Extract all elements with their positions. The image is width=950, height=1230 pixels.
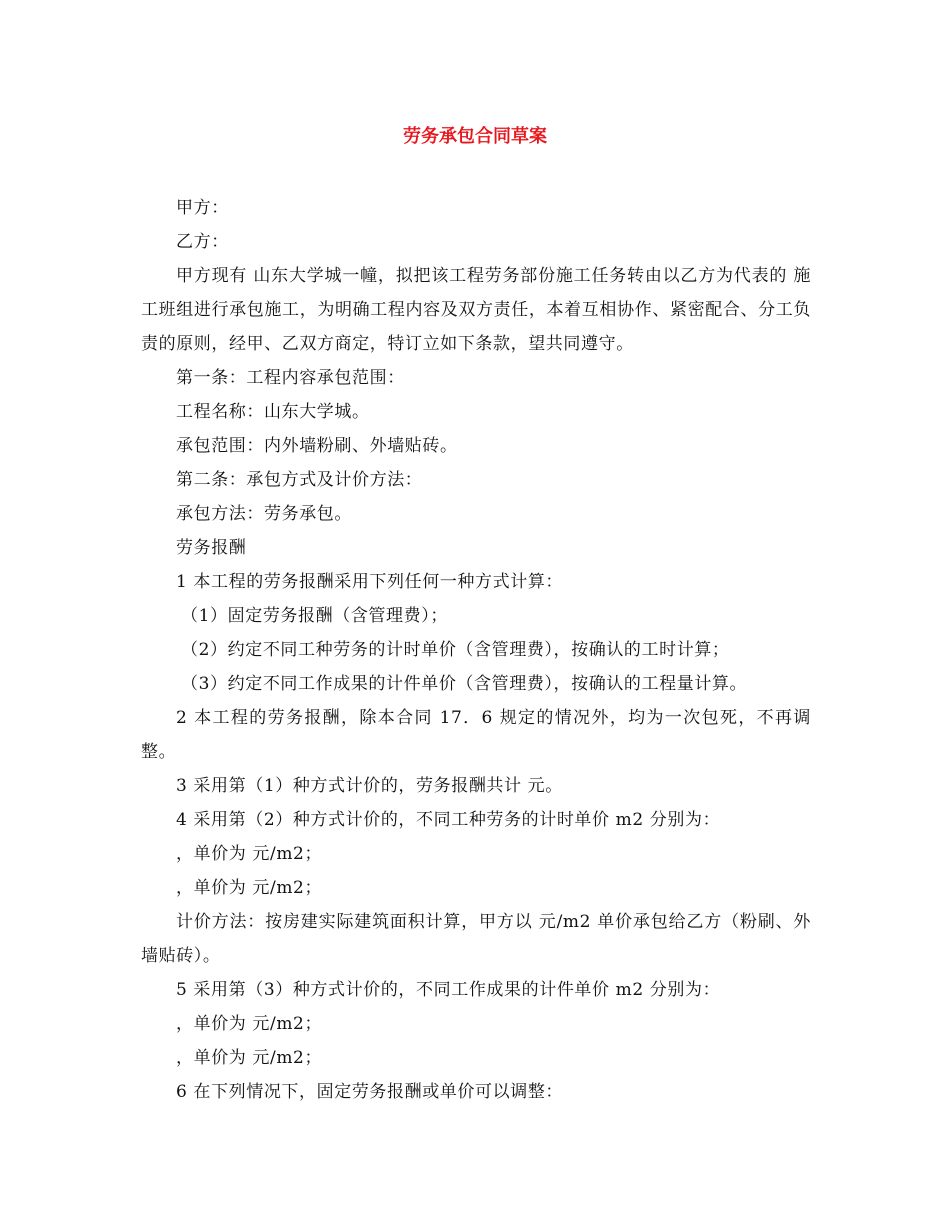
clause-5-unit-price-2: ，单价为 元/m2；: [176, 1048, 323, 1068]
pricing-method: 计价方法：按房建实际建筑面积计算，甲方以 元/m2 单价承包给乙方（粉刷、外墙贴砖）。: [141, 912, 811, 966]
clause-1-option-3: （3）约定不同工作成果的计件单价（含管理费），按确认的工程量计算。: [181, 674, 748, 694]
contract-method-line: 承包方法：劳务承包。: [176, 504, 352, 524]
scope-line: 承包范围：内外墙粉刷、外墙贴砖。: [176, 436, 458, 456]
clause-1-option-1: （1）固定劳务报酬（含管理费）；: [181, 606, 448, 626]
clause-6: 6 在下列情况下，固定劳务报酬或单价可以调整：: [176, 1082, 564, 1102]
document-body: [141, 191, 811, 1109]
intro-paragraph: 甲方现有 山东大学城一幢，拟把该工程劳务部份施工任务转由以乙方为代表的 施工班组进行承包施工，为明确工程内容及双方责任，本着互相协作、紧密配合、分工负责的原则，经甲、乙双方商定，特订立如下条款，望共同遵守。: [141, 266, 811, 354]
clause-1: 1 本工程的劳务报酬采用下列任何一种方式计算：: [176, 572, 564, 592]
article-2-heading: 第二条：承包方式及计价方法：: [176, 470, 423, 490]
article-1-heading: 第一条：工程内容承包范围：: [176, 368, 405, 388]
clause-5: 5 采用第（3）种方式计价的，不同工作成果的计件单价 m2 分别为：: [176, 980, 721, 1000]
clause-4-unit-price-1: ，单价为 元/m2；: [176, 844, 323, 864]
clause-4-unit-price-2: ，单价为 元/m2；: [176, 878, 323, 898]
remuneration-heading: 劳务报酬: [176, 538, 247, 558]
document-title: 劳务承包合同草案: [403, 126, 547, 147]
clause-2: 2 本工程的劳务报酬，除本合同 17．6 规定的情况外，均为一次包死，不再调整。: [141, 708, 811, 762]
clause-5-unit-price-1: ，单价为 元/m2；: [176, 1014, 323, 1034]
clause-1-option-2: （2）约定不同工种劳务的计时单价（含管理费），按确认的工时计算；: [181, 640, 730, 660]
party-a-line: 甲方：: [176, 198, 229, 218]
clause-3: 3 采用第（1）种方式计价的，劳务报酬共计 元。: [176, 776, 563, 796]
project-name-line: 工程名称：山东大学城。: [176, 402, 370, 422]
clause-4: 4 采用第（2）种方式计价的，不同工种劳务的计时单价 m2 分别为：: [176, 810, 721, 830]
party-b-line: 乙方：: [176, 232, 229, 252]
